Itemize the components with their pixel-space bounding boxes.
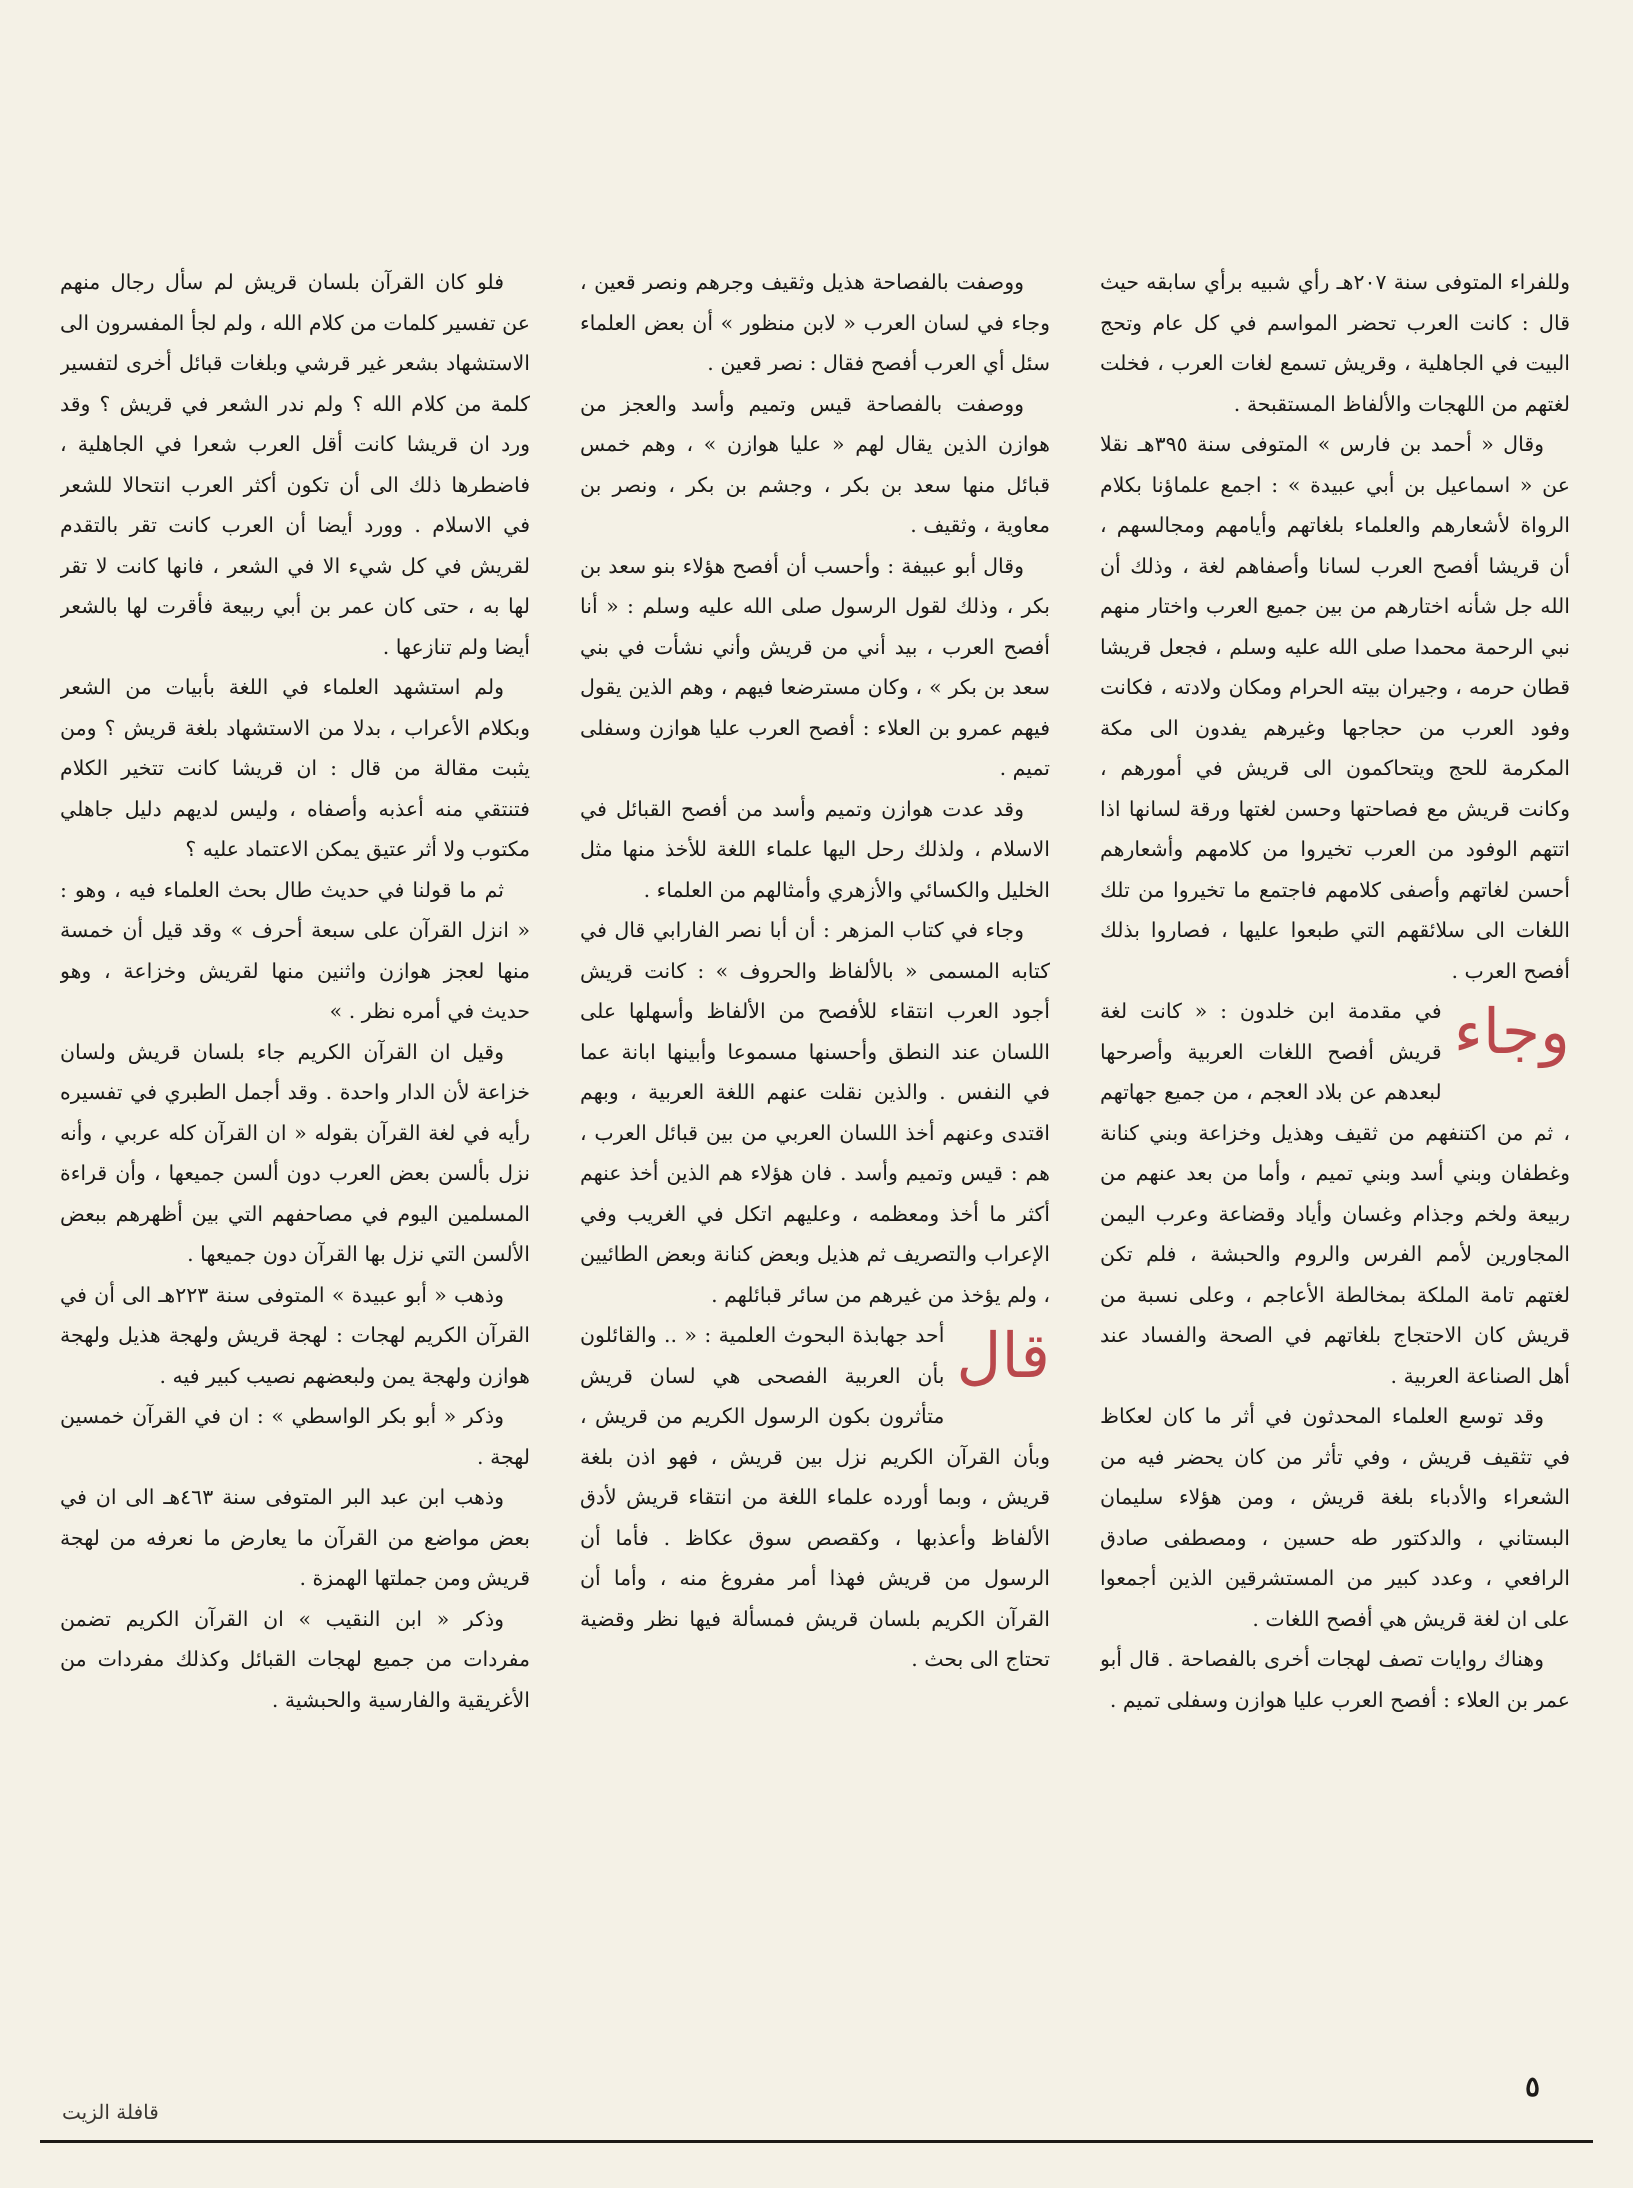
paragraph-with-drop-cap xyxy=(1100,991,1570,1396)
paragraph-with-drop-cap xyxy=(580,1315,1050,1680)
paragraph: وجاء في كتاب المزهر : أن أبا نصر الفارابي قال في كتابه المسمى « بالألفاظ والحروف » : كانت قريش أجود العرب انتقاء للأفصح من الألفاظ وأسهلها على اللسان عند النطق وأحسنها مسموعا وأبينها ابانة عما في النفس . والذين نقلت عنهم اللغة العربية ، وبهم اقتدى وعنهم أخذ اللسان العربي من بين قبائل العرب ، هم : قيس وتميم وأسد . فان هؤلاء هم الذين أخذ عنهم أكثر ما أخذ ومعظمه ، وعليهم اتكل في الغريب وفي الإعراب والتصريف ثم هذيل وبعض كنانة وبعض الطائيين ، ولم يؤخذ من غيرهم من سائر قبائلهم . xyxy=(580,918,1050,1307)
paragraph-text: أحد جهابذة البحوث العلمية : « .. والقائلون بأن العربية الفصحى هي لسان قريش متأثرون بكون الرسول الكريم من قريش ، وبأن القرآن الكريم نزل بين قريش ، فهو اذن بلغة قريش ، وبما أورده علماء اللغة من انتقاء قريش لأدق الألفاظ وأعذبها ، وكقصص سوق عكاظ . فأما أن الرسول من قريش فهذا أمر مفروغ منه ، وأما أن القرآن الكريم بلسان قريش فمسألة فيها نظر وقضية تحتاج الى بحث . xyxy=(580,1323,1050,1671)
paragraph: وقد عدت هوازن وتميم وأسد من أفصح القبائل في الاسلام ، ولذلك رحل اليها علماء اللغة للأخذ منها مثل الخليل والكسائي والأزهري وأمثالهم من العلماء . xyxy=(580,796,1050,902)
paragraph: وقال « أحمد بن فارس » المتوفى سنة ٣٩٥هـ نقلا عن « اسماعيل بن أبي عبيدة » : اجمع علماؤنا بكلام الرواة لأشعارهم والعلماء بلغاتهم وأيامهم ومجالسهم ، أن قريشا أفصح العرب لسانا وأصفاهم لغة ، وذلك أن الله جل شأنه اختارهم من بين جميع العرب واختار منهم نبي الرحمة محمدا صلى الله عليه وسلم ، فجعل قريشا قطان حرمه ، وجيران بيته الحرام ومكان ولادته ، فكانت وفود العرب من حجاجها وغيرهم يفدون الى مكة المكرمة للحج ويتحاكمون الى قريش في أمورهم ، وكانت قريش مع فصاحتها وحسن لغتها ورقة لسانها اذا اتتهم الوفود من العرب تخيروا من كلامهم وأشعارهم أحسن لغاتهم وأصفى كلامهم فاجتمع ما تخيروا من تلك اللغات الى سلائقهم التي طبعوا عليها ، فصاروا بذلك أفصح العرب . xyxy=(1100,432,1570,983)
article-column-right xyxy=(1100,262,1570,2062)
paragraph: وذكر « أبو بكر الواسطي » : ان في القرآن خمسين لهجة . xyxy=(60,1404,530,1469)
article-column-middle xyxy=(580,262,1050,2062)
paragraph: ثم ما قولنا في حديث طال بحث العلماء فيه ، وهو : « انزل القرآن على سبعة أحرف » وقد قيل أن خمسة منها لعجز هوازن واثنين منها لقريش وخزاعة ، وهو حديث في أمره نظر . » xyxy=(60,877,530,1023)
paragraph: وذهب « أبو عبيدة » المتوفى سنة ٢٢٣هـ الى أن في القرآن الكريم لهجات : لهجة قريش ولهجة هذيل ولهجة هوازن ولهجة يمن ولبعضهم نصيب كبير فيه . xyxy=(60,1282,530,1388)
paragraph: وقيل ان القرآن الكريم جاء بلسان قريش ولسان خزاعة لأن الدار واحدة . وقد أجمل الطبري في تفسيره رأيه في لغة القرآن بقوله « ان القرآن كله عربي ، وأنه نزل بألسن بعض العرب دون ألسن جميعها ، وأن قراءة المسلمين اليوم في مصاحفهم التي بين أظهرهم ببعض الألسن التي نزل بها القرآن دون جميعها . xyxy=(60,1039,530,1266)
paragraph: وهناك روايات تصف لهجات أخرى بالفصاحة . قال أبو عمر بن العلاء : أفصح العرب عليا هوازن وسفلى تميم . xyxy=(1100,1647,1570,1712)
page-number: ٥ xyxy=(1525,2070,1541,2103)
paragraph: وقد توسع العلماء المحدثون في أثر ما كان لعكاظ في تثقيف قريش ، وفي تأثر من كان يحضر فيه من الشعراء والأدباء بلغة قريش ، ومن هؤلاء سليمان البستاني ، والدكتور طه حسين ، ومصطفى صادق الرافعي ، وعدد كبير من المستشرقين الذين أجمعوا على ان لغة قريش هي أفصح اللغات . xyxy=(1100,1404,1570,1631)
paragraph-text: في مقدمة ابن خلدون : « كانت لغة قريش أفصح اللغات العربية وأصرحها لبعدهم عن بلاد العجم ، من جميع جهاتهم ، ثم من اكتنفهم من ثقيف وهذيل وخزاعة وبني كنانة وغطفان وبني أسد وبني تميم ، وأما من بعد عنهم من ربيعة ولخم وجذام وغسان وأياد وقضاعة وعرب اليمن المجاورين لأمم الفرس والروم والحبشة ، فلم تكن لغتهم تامة الملكة بمخالطة الأعاجم ، وعلى نسبة من قريش كان الاحتجاج بلغاتهم في الصحة والفساد عند أهل الصناعة العربية . xyxy=(1100,999,1570,1388)
paragraph: ووصفت بالفصاحة قيس وتميم وأسد والعجز من هوازن الذين يقال لهم « عليا هوازن » ، وهم خمس قبائل منها سعد بن بكر ، وجشم بن بكر ، ونصر بن معاوية ، وثقيف . xyxy=(580,391,1050,537)
paragraph: فلو كان القرآن بلسان قريش لم سأل رجال منهم عن تفسير كلمات من كلام الله ، ولم لجأ المفسرون الى الاستشهاد بشعر غير قرشي وبلغات قبائل أخرى لتفسير كلمة من كلام الله ؟ ولم ندر الشعر في قريش ؟ وقد ورد ان قريشا كانت أقل العرب شعرا في الجاهلية ، فاضطرها ذلك الى أن تكون أكثر العرب انتحالا للشعر في الاسلام . وورد أيضا أن العرب كانت تقر بالتقدم لقريش في كل شيء الا في الشعر ، فانها كانت لا تقر لها به ، حتى كان عمر بن أبي ربيعة فأقرت لها بالشعر أيضا ولم تنازعها . xyxy=(60,270,530,659)
drop-cap-word: وجاء xyxy=(1453,995,1570,1068)
paragraph: وذهب ابن عبد البر المتوفى سنة ٤٦٣هـ الى ان في بعض مواضع من القرآن ما يعارض ما نعرفه من لهجة قريش ومن جملتها الهمزة . xyxy=(60,1485,530,1590)
footer-rule xyxy=(40,2140,1593,2143)
paragraph: وللفراء المتوفى سنة ٢٠٧هـ رأي شبيه برأي سابقه حيث قال : كانت العرب تحضر المواسم في كل عام وتحج البيت في الجاهلية ، وقريش تسمع لغات العرب ، فخلت لغتهم من اللهجات والألفاظ المستقبحة . xyxy=(1100,270,1570,416)
paragraph: وقال أبو عبيفة : وأحسب أن أفصح هؤلاء بنو سعد بن بكر ، وذلك لقول الرسول صلى الله عليه وسلم : « أنا أفصح العرب ، بيد أني من قريش وأني نشأت في بني سعد بن بكر » ، وكان مسترضعا فيهم ، وهم الذين يقول فيهم عمرو بن العلاء : أفصح العرب عليا هوازن وسفلى تميم . xyxy=(580,553,1050,780)
article-column-left xyxy=(60,262,530,2062)
paragraph: ووصفت بالفصاحة هذيل وثقيف وجرهم ونصر قعين ، وجاء في لسان العرب « لابن منظور » أن بعض العلماء سئل أي العرب أفصح فقال : نصر قعين . xyxy=(580,270,1050,375)
paragraph: وذكر « ابن النقيب » ان القرآن الكريم تضمن مفردات من جميع لهجات القبائل وكذلك مفردات من الأغريقية والفارسية والحبشية . xyxy=(60,1606,530,1712)
magazine-name: قافلة الزيت xyxy=(62,2100,159,2124)
paragraph: ولم استشهد العلماء في اللغة بأبيات من الشعر وبكلام الأعراب ، بدلا من الاستشهاد بلغة قريش ؟ ومن يثبت مقالة من قال : ان قريشا كانت تتخير الكلام فتنتقي منه أعذبه وأصفاه ، وليس لديهم دليل جاهلي مكتوب ولا أثر عتيق يمكن الاعتماد عليه ؟ xyxy=(60,675,530,861)
drop-cap-word: قال xyxy=(956,1319,1050,1392)
